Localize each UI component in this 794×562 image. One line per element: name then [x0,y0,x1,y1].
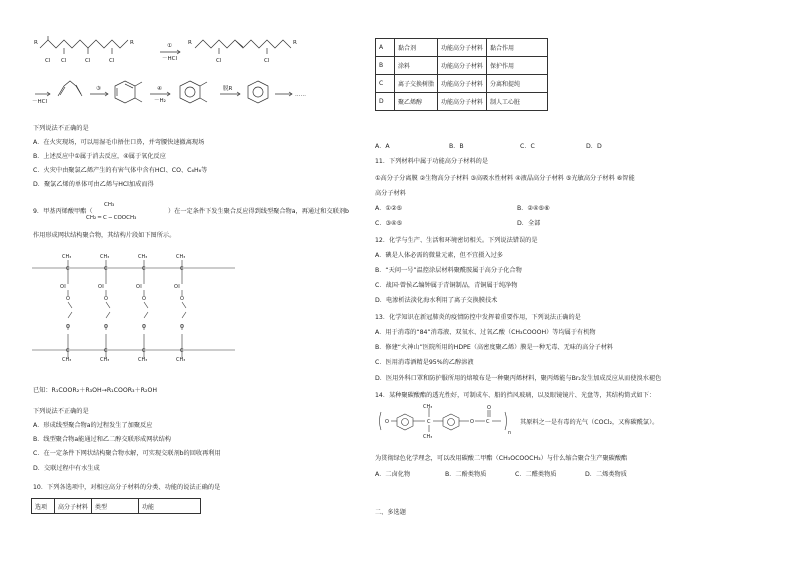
ch3-bottom-2: CH₃ [100,357,110,362]
q9-line2: 作用形成网状结构聚合物，其结构片段如下图所示。 [33,232,176,239]
ch3-top-2: CH₃ [100,254,110,260]
c-top-4: C [180,266,184,272]
continuation-dots: …… [295,92,306,98]
q10-option-c: C．C [520,143,535,150]
q9-stem: 下列说法不正确的是 [33,408,89,415]
cl-4: Cl [109,58,115,64]
q9-option-c: C．在一定条件下网状结构聚合物水解，可实现交联剂b的回收再利用 [33,450,221,457]
q14-option-c: C．二醛类物质 [515,471,557,478]
table-cell: C [376,75,395,93]
struct-o-2: O [470,419,474,425]
cl-3: Cl [85,58,91,64]
o-carbonyl-4: O [174,284,178,290]
c-top-1: C [66,266,70,272]
table-cell: 黏合剂 [395,39,438,57]
struct-ch3-bottom: CH₃ [423,434,433,440]
step-1-label: ① [167,43,172,49]
q9-known-reaction: 已知：R₁COOR₂＋R₃OH→R₁COOR₃＋R₂OH [33,387,157,394]
o-carbonyl-3: O [136,284,140,290]
ch3-top-3: CH₃ [138,254,148,260]
table-cell: A [376,39,395,57]
q12-option-c: C．战国·曾侯乙编钟属于青铜制品，青铜属于纯净物 [375,282,518,289]
left-column [0,0,372,562]
table-row [376,93,548,111]
q10-table-header [31,498,201,514]
r-group-3: R [188,40,192,46]
table-cell: 功能高分子材料 [438,75,487,93]
q13-option-d: D．医用外科口罩和防护服所用的熔喷布是一种聚丙烯材料，聚丙烯能与Br₂发生加成反应从而使溴水褪色 [375,375,662,382]
table-cell: 功能高分子材料 [438,93,487,111]
table-cell: 涂料 [395,57,438,75]
r-group-4: R [293,40,297,46]
o-ester-3: O [142,296,146,302]
q9-line1-start: 9．甲基丙烯酸甲酯（ [33,208,93,215]
cl-1: Cl [45,58,51,64]
struct-n: n [508,430,512,436]
cl-6: Cl [264,58,270,64]
cl-5: Cl [216,58,222,64]
q11-items: ①高分子分离膜 ②生物高分子材料 ③高吸水性材料 ④液晶高分子材料 ⑤光敏高分子材料 ⑥智能 [375,175,635,182]
c-bottom-1: C [66,348,70,354]
ch3-top-1: CH₃ [62,254,72,260]
ch3-bottom-1: CH₃ [62,357,72,362]
q10-option-d: D．D [586,143,602,150]
r-group-2: R [130,40,134,46]
o-ester-4: O [180,296,184,302]
q8-option-a: A．在火灾现场，可以用湿毛巾捂住口鼻，并弯腰快速撤离现场 [33,139,205,146]
q11-stem: 11．下列材料中属于功能高分子材料的是 [375,158,489,165]
table-cell: 黏合作用 [487,39,548,57]
q9-formula-main: CH₂ ═ C ─ COOCH₃ [86,215,137,221]
q9-option-d: D．交联过程中有水生成 [33,465,100,472]
r-group-1: R [34,40,38,46]
section-heading-multi-choice: 二、多选题 [375,509,406,516]
table-row [376,57,548,75]
header-type: 类型 [92,499,139,514]
q14-option-d: D．二烯类物质 [585,471,627,478]
q9-option-a: A．形成线型聚合物a的过程发生了加聚反应 [33,422,153,429]
right-column [372,0,794,562]
q11-option-b: B．②④⑤⑥ [517,205,550,212]
o-ester-1: O [66,296,70,302]
q14-structure-note: 其原料之一是有毒的光气（COCl₂，又称碳酰氯）。 [520,419,659,426]
table-row [376,75,548,93]
q13-option-b: B．修建“火神山”医院所用的HDPE（高密度聚乙烯）膜是一种无毒、无味的高分子材料 [375,344,614,351]
step-1-condition: －HCl [162,56,178,62]
q14-line2: 为贯彻绿色化学理念，可以改用碳酸二甲酯（CH₃OCOOCH₃）与什么缩合聚合生产聚碳酸酯 [375,455,628,462]
step-4-condition: －H₂ [154,98,166,104]
q9-line1-end: ）在一定条件下发生聚合反应得到线型聚合物a，再通过和交联剂b [168,208,349,215]
table-cell: 分离和提纯 [487,75,548,93]
struct-o-3: O [487,405,491,411]
struct-o-1: O [385,419,389,425]
q13-stem: 13．化学知识在新冠肺炎的疫情防控中发挥着重要作用，下列说法正确的是 [375,314,581,321]
o-carbonyl-1: O [60,284,64,290]
c-bottom-3: C [142,348,146,354]
c-top-3: C [142,266,146,272]
q12-option-b: B．“天问一号”温控涂层材料聚酰胺属于高分子化合物 [375,267,522,274]
table-cell: 聚乙烯醇 [395,93,438,111]
q11-option-d: D．全部 [517,220,541,227]
q10-table-body [375,38,548,111]
o-ester-2: O [104,296,108,302]
ch3-bottom-3: CH₃ [138,357,148,362]
table-cell: 保护作用 [487,57,548,75]
table-cell: 功能高分子材料 [438,39,487,57]
q14-option-a: A．二卤化物 [375,471,411,478]
table-cell: 功能高分子材料 [438,57,487,75]
o-lower-4: O [180,324,184,330]
q8-stem: 下列说法不正确的是 [33,125,89,132]
step-3-label: ③ [96,86,101,92]
polycarbonate-structure [377,402,517,440]
o-lower-3: O [142,324,146,330]
q14-option-b: B．二酚类物质 [445,471,487,478]
ch3-bottom-4: CH₃ [176,357,186,362]
cl-2: Cl [61,58,67,64]
ch3-top-4: CH₃ [176,254,186,260]
q10-option-b: B．B [449,143,464,150]
q8-option-b: B．上述反应中①属于消去反应，④属于氧化反应 [33,153,166,160]
o-lower-2: O [104,324,108,330]
struct-ch3-top: CH₃ [423,404,433,410]
q10-stem: 10．下列各选项中，对相应高分子材料的分类、功能的说法正确的是 [33,484,221,491]
table-row [376,39,548,57]
table-cell: 离子交换树脂 [395,75,438,93]
q11-option-c: C．③④⑤ [375,220,403,227]
c-bottom-4: C [180,348,184,354]
reaction-scheme-diagram [30,36,330,106]
crosslinked-polymer-structure [30,250,240,362]
q8-option-c: C．火灾中由聚氯乙烯产生的有害气体中含有HCl、CO、C₆H₆等 [33,167,208,174]
o-carbonyl-2: O [98,284,102,290]
q11-option-a: A．①②⑤ [375,205,403,212]
struct-c: C [427,419,431,425]
header-function: 功能 [139,499,201,514]
table-cell: B [376,57,395,75]
step-5-label: 脱R [223,86,233,92]
q13-option-c: C．医用消毒酒精是95%的乙醇溶液 [375,359,474,366]
struct-c-2: C [486,419,490,425]
q14-stem: 14．某种聚碳酸酯的透光性好，可制成车、船的挡风玻璃，以及眼镜镜片、光盘等，其结构简式如下： [375,392,656,399]
q9-formula-substituent: CH₃ [104,202,115,208]
c-bottom-2: C [104,348,108,354]
table-cell: 制人工心脏 [487,93,548,111]
c-top-2: C [104,266,108,272]
step-4-label: ④ [157,86,162,92]
q13-option-a: A．用于消毒的“84”消毒液、双氧水、过氧乙酸（CH₃COOOH）等均属于有机物 [375,329,596,336]
header-material: 高分子材料 [55,499,92,514]
q9-option-b: B．线型聚合物a能通过和乙二醇交联形成网状结构 [33,436,171,443]
step-2-condition: －HCl [32,99,48,105]
table-cell: D [376,93,395,111]
q12-option-d: D．电渗析法淡化海水利用了离子交换膜技术 [375,297,498,304]
header-option: 选项 [32,499,55,514]
o-lower-1: O [66,324,70,330]
q10-option-a: A．A [375,143,390,150]
q12-stem: 12．化学与生产、生活和环境密切相关。下列说法错误的是 [375,237,538,244]
q8-option-d: D．聚氯乙烯的单体可由乙烯与HCl加成而得 [33,181,154,188]
q12-option-a: A．碘是人体必需的微量元素，但不宜摄入过多 [375,252,503,259]
q11-items-cont: 高分子材料 [375,190,406,197]
